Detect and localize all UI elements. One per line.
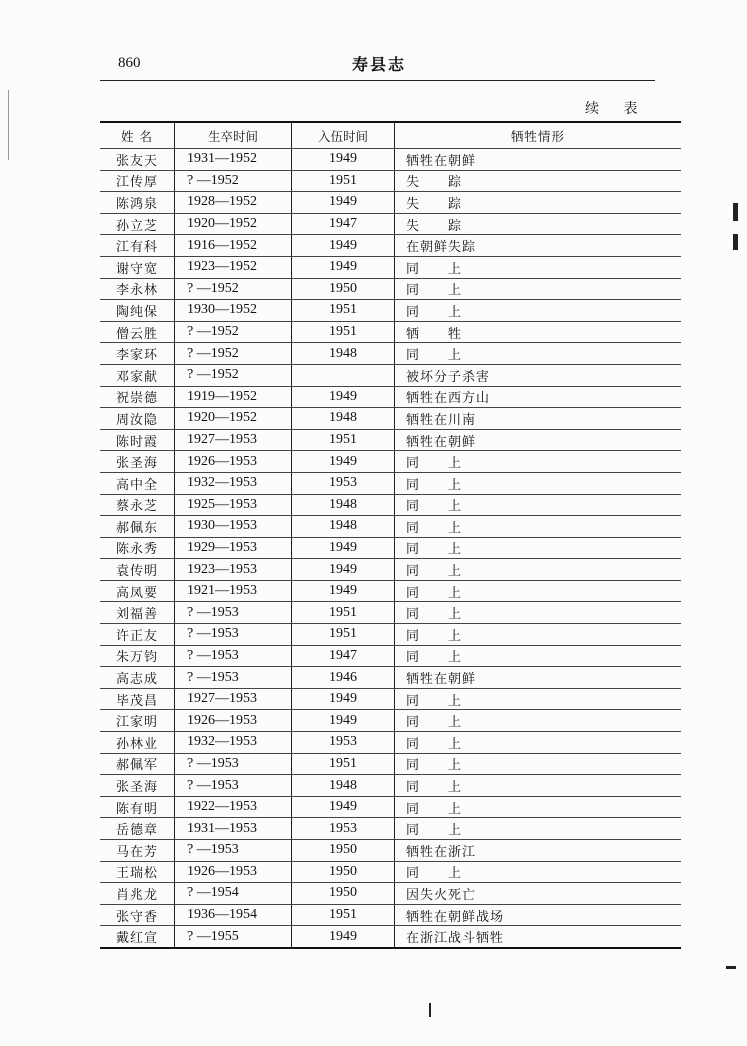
table-row	[100, 818, 681, 840]
cell-name: 陈鸿泉	[100, 192, 175, 214]
table-row	[100, 926, 681, 948]
cell-name: 郝佩东	[100, 516, 175, 538]
cell-enlisted: 1950	[292, 861, 395, 883]
cell-circumstance: 失 踪	[395, 170, 682, 192]
cell-lifespan: 1928—1952	[175, 192, 292, 214]
cell-enlisted: 1951	[292, 904, 395, 926]
cell-name: 祝崇德	[100, 386, 175, 408]
cell-enlisted: 1949	[292, 451, 395, 473]
table-row	[100, 775, 681, 797]
cell-name: 周汝隐	[100, 408, 175, 430]
table-row	[100, 494, 681, 516]
cell-circumstance: 在朝鲜失踪	[395, 235, 682, 257]
cell-lifespan: 1926—1953	[175, 861, 292, 883]
cell-name: 肖兆龙	[100, 883, 175, 905]
cell-lifespan: 1927—1953	[175, 688, 292, 710]
cell-lifespan: ? —1952	[175, 343, 292, 365]
cell-lifespan: 1920—1952	[175, 213, 292, 235]
cell-name: 张圣海	[100, 451, 175, 473]
cell-circumstance: 同 上	[395, 775, 682, 797]
cell-enlisted: 1953	[292, 818, 395, 840]
table-row	[100, 840, 681, 862]
cell-lifespan: ? —1953	[175, 624, 292, 646]
cell-circumstance: 失 踪	[395, 192, 682, 214]
cell-circumstance: 同 上	[395, 472, 682, 494]
cell-enlisted: 1949	[292, 192, 395, 214]
table-row	[100, 235, 681, 257]
table-header-row	[100, 122, 681, 149]
table-row	[100, 149, 681, 171]
cell-lifespan: ? —1953	[175, 775, 292, 797]
cell-circumstance: 同 上	[395, 753, 682, 775]
scan-artifact-mark	[733, 203, 738, 221]
cell-enlisted: 1950	[292, 278, 395, 300]
cell-lifespan: 1921—1953	[175, 580, 292, 602]
table-row	[100, 343, 681, 365]
cell-lifespan: 1926—1953	[175, 451, 292, 473]
cell-name: 孙立芝	[100, 213, 175, 235]
cell-enlisted: 1949	[292, 235, 395, 257]
cell-enlisted: 1951	[292, 624, 395, 646]
cell-circumstance: 同 上	[395, 580, 682, 602]
cell-enlisted: 1949	[292, 580, 395, 602]
cell-circumstance: 同 上	[395, 256, 682, 278]
cell-lifespan: 1927—1953	[175, 429, 292, 451]
cell-circumstance: 同 上	[395, 796, 682, 818]
table-row	[100, 753, 681, 775]
cell-circumstance: 同 上	[395, 602, 682, 624]
cell-lifespan: 1932—1953	[175, 472, 292, 494]
cell-enlisted: 1949	[292, 710, 395, 732]
table-row	[100, 904, 681, 926]
cell-name: 孙林业	[100, 732, 175, 754]
cell-enlisted: 1947	[292, 645, 395, 667]
scan-artifact-mark	[733, 234, 738, 250]
cell-name: 郝佩军	[100, 753, 175, 775]
cell-name: 江传厚	[100, 170, 175, 192]
cell-circumstance: 牺牲在朝鲜	[395, 667, 682, 689]
table-row	[100, 192, 681, 214]
cell-lifespan: ? —1952	[175, 278, 292, 300]
cell-circumstance: 同 上	[395, 861, 682, 883]
cell-name: 陶纯保	[100, 300, 175, 322]
cell-name: 戴红宣	[100, 926, 175, 948]
cell-name: 许正友	[100, 624, 175, 646]
table-row	[100, 213, 681, 235]
cell-enlisted: 1951	[292, 300, 395, 322]
cell-lifespan: 1923—1953	[175, 559, 292, 581]
cell-enlisted: 1951	[292, 753, 395, 775]
cell-circumstance: 牺牲在朝鲜	[395, 149, 682, 171]
table-row	[100, 645, 681, 667]
cell-circumstance: 被坏分子杀害	[395, 364, 682, 386]
cell-enlisted: 1949	[292, 926, 395, 948]
cell-enlisted: 1949	[292, 386, 395, 408]
cell-enlisted: 1946	[292, 667, 395, 689]
cell-lifespan: ? —1952	[175, 321, 292, 343]
cell-enlisted	[292, 364, 395, 386]
cell-name: 高志成	[100, 667, 175, 689]
table-row	[100, 732, 681, 754]
cell-enlisted: 1951	[292, 429, 395, 451]
table-row	[100, 537, 681, 559]
cell-circumstance: 同 上	[395, 451, 682, 473]
cell-circumstance: 同 上	[395, 645, 682, 667]
column-header-name: 姓 名	[100, 122, 175, 149]
cell-enlisted: 1949	[292, 559, 395, 581]
cell-circumstance: 同 上	[395, 300, 682, 322]
cell-name: 陈时霞	[100, 429, 175, 451]
table-body	[100, 149, 681, 948]
book-title: 寿县志	[352, 55, 407, 74]
cell-circumstance: 同 上	[395, 343, 682, 365]
table-row	[100, 451, 681, 473]
table-row	[100, 602, 681, 624]
cell-enlisted: 1948	[292, 343, 395, 365]
cell-enlisted: 1951	[292, 602, 395, 624]
table-row	[100, 883, 681, 905]
cell-circumstance: 牺 牲	[395, 321, 682, 343]
cell-enlisted: 1949	[292, 256, 395, 278]
cell-lifespan: 1920—1952	[175, 408, 292, 430]
cell-name: 陈永秀	[100, 537, 175, 559]
table-row	[100, 256, 681, 278]
casualty-table	[100, 121, 681, 949]
cell-circumstance: 牺牲在西方山	[395, 386, 682, 408]
cell-lifespan: 1923—1952	[175, 256, 292, 278]
cell-enlisted: 1948	[292, 494, 395, 516]
cell-lifespan: 1922—1953	[175, 796, 292, 818]
cell-enlisted: 1949	[292, 796, 395, 818]
table-caption: 续 表	[585, 101, 648, 117]
cell-lifespan: 1926—1953	[175, 710, 292, 732]
cell-name: 张守香	[100, 904, 175, 926]
table-row	[100, 300, 681, 322]
cell-name: 谢守宽	[100, 256, 175, 278]
cell-lifespan: ? —1955	[175, 926, 292, 948]
cell-name: 王瑞松	[100, 861, 175, 883]
cell-name: 邓家献	[100, 364, 175, 386]
cell-circumstance: 在浙江战斗牺牲	[395, 926, 682, 948]
table-row	[100, 408, 681, 430]
table-row	[100, 688, 681, 710]
table-row	[100, 516, 681, 538]
cell-enlisted: 1948	[292, 408, 395, 430]
cell-lifespan: ? —1953	[175, 602, 292, 624]
table-row	[100, 710, 681, 732]
cell-name: 高凤要	[100, 580, 175, 602]
cell-enlisted: 1953	[292, 732, 395, 754]
cell-circumstance: 同 上	[395, 559, 682, 581]
cell-lifespan: 1930—1953	[175, 516, 292, 538]
cell-enlisted: 1948	[292, 775, 395, 797]
cell-lifespan: 1916—1952	[175, 235, 292, 257]
cell-enlisted: 1949	[292, 537, 395, 559]
cell-enlisted: 1950	[292, 840, 395, 862]
cell-circumstance: 同 上	[395, 494, 682, 516]
cell-circumstance: 同 上	[395, 688, 682, 710]
table-row	[100, 386, 681, 408]
cell-enlisted: 1949	[292, 149, 395, 171]
table-row	[100, 667, 681, 689]
cell-circumstance: 同 上	[395, 537, 682, 559]
cell-name: 李家环	[100, 343, 175, 365]
table-row	[100, 472, 681, 494]
column-header-lifespan: 生卒时间	[175, 122, 292, 149]
cell-enlisted: 1951	[292, 321, 395, 343]
cell-lifespan: ? —1953	[175, 753, 292, 775]
cell-lifespan: ? —1952	[175, 364, 292, 386]
cell-lifespan: ? —1954	[175, 883, 292, 905]
cell-enlisted: 1947	[292, 213, 395, 235]
cell-circumstance: 同 上	[395, 624, 682, 646]
cell-circumstance: 牺牲在朝鲜战场	[395, 904, 682, 926]
column-header-enlisted: 入伍时间	[292, 122, 395, 149]
cell-lifespan: 1925—1953	[175, 494, 292, 516]
cell-name: 高中全	[100, 472, 175, 494]
scan-artifact-mark	[726, 966, 736, 969]
cell-name: 毕茂昌	[100, 688, 175, 710]
page-number: 860	[118, 55, 141, 71]
cell-name: 李永林	[100, 278, 175, 300]
cell-lifespan: ? —1953	[175, 667, 292, 689]
cell-lifespan: 1936—1954	[175, 904, 292, 926]
table-row	[100, 170, 681, 192]
cell-name: 张圣海	[100, 775, 175, 797]
cell-name: 刘福善	[100, 602, 175, 624]
scan-artifact-mark	[429, 1003, 431, 1017]
cell-lifespan: 1931—1952	[175, 149, 292, 171]
cell-name: 张友天	[100, 149, 175, 171]
cell-lifespan: ? —1952	[175, 170, 292, 192]
cell-lifespan: 1931—1953	[175, 818, 292, 840]
cell-name: 岳德章	[100, 818, 175, 840]
table-row	[100, 559, 681, 581]
cell-lifespan: ? —1953	[175, 840, 292, 862]
table-row	[100, 364, 681, 386]
table-row	[100, 429, 681, 451]
cell-circumstance: 同 上	[395, 516, 682, 538]
cell-lifespan: 1929—1953	[175, 537, 292, 559]
column-header-circumstance: 牺牲情形	[395, 122, 682, 149]
cell-circumstance: 同 上	[395, 710, 682, 732]
table-row	[100, 580, 681, 602]
table-row	[100, 796, 681, 818]
cell-name: 蔡永芝	[100, 494, 175, 516]
cell-name: 朱万钧	[100, 645, 175, 667]
cell-lifespan: 1930—1952	[175, 300, 292, 322]
cell-name: 马在芳	[100, 840, 175, 862]
cell-name: 江家明	[100, 710, 175, 732]
cell-circumstance: 同 上	[395, 732, 682, 754]
cell-name: 袁传明	[100, 559, 175, 581]
table-row	[100, 321, 681, 343]
cell-circumstance: 牺牲在川南	[395, 408, 682, 430]
cell-circumstance: 同 上	[395, 278, 682, 300]
cell-name: 陈有明	[100, 796, 175, 818]
cell-lifespan: 1919—1952	[175, 386, 292, 408]
cell-enlisted: 1950	[292, 883, 395, 905]
table-row	[100, 861, 681, 883]
cell-enlisted: 1951	[292, 170, 395, 192]
scan-artifact-mark	[8, 90, 9, 160]
cell-enlisted: 1948	[292, 516, 395, 538]
cell-enlisted: 1949	[292, 688, 395, 710]
cell-lifespan: ? —1953	[175, 645, 292, 667]
header-rule	[100, 80, 655, 81]
cell-enlisted: 1953	[292, 472, 395, 494]
table-row	[100, 624, 681, 646]
cell-circumstance: 同 上	[395, 818, 682, 840]
cell-lifespan: 1932—1953	[175, 732, 292, 754]
table-row	[100, 278, 681, 300]
cell-circumstance: 牺牲在浙江	[395, 840, 682, 862]
cell-circumstance: 牺牲在朝鲜	[395, 429, 682, 451]
cell-name: 僧云胜	[100, 321, 175, 343]
cell-circumstance: 因失火死亡	[395, 883, 682, 905]
cell-name: 江有科	[100, 235, 175, 257]
cell-circumstance: 失 踪	[395, 213, 682, 235]
